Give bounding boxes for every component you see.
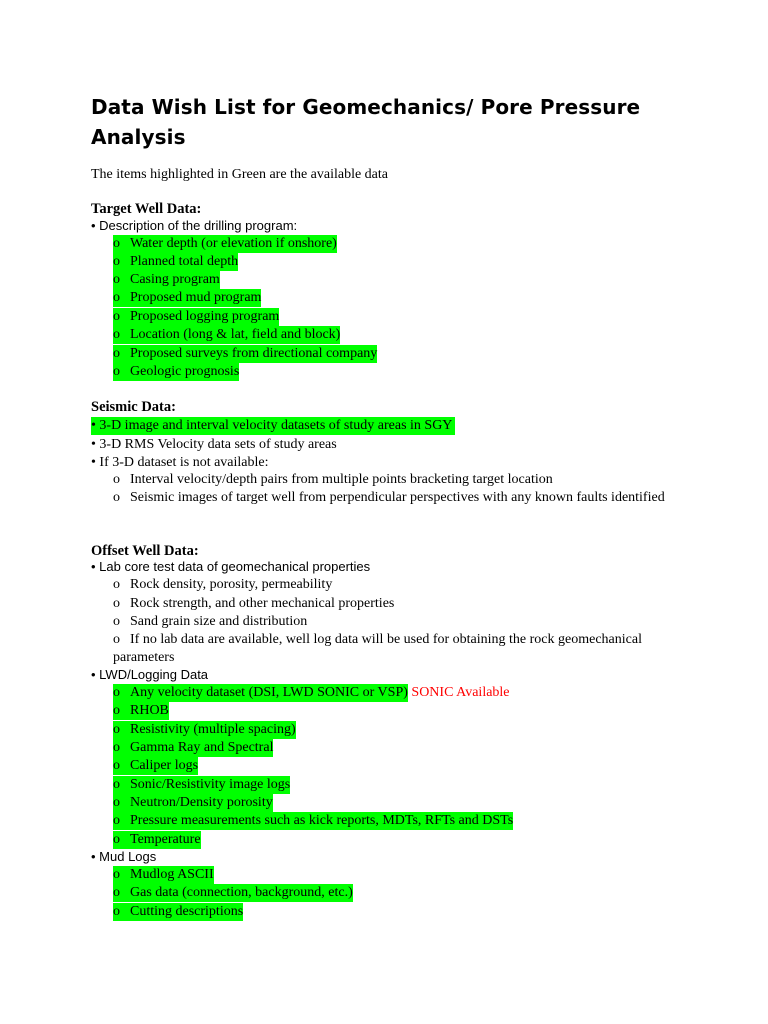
- list-marker: o: [113, 904, 120, 919]
- list-item: [113, 866, 214, 884]
- list-item: [113, 576, 332, 594]
- target-heading: Target Well Data:: [91, 201, 202, 217]
- list-item-text: Resistivity (multiple spacing): [130, 722, 296, 737]
- list-item: [113, 271, 220, 289]
- list-item: [113, 776, 290, 794]
- list-marker: o: [113, 758, 120, 773]
- list-marker: o: [113, 346, 120, 361]
- document-title: Data Wish List for Geomechanics/ Pore Pressure Analysis: [91, 95, 641, 149]
- list-item-text: Gas data (connection, background, etc.): [130, 885, 353, 900]
- list-item: [113, 831, 201, 849]
- list-marker: o: [113, 867, 120, 882]
- list-item-text: Water depth (or elevation if onshore): [130, 236, 337, 251]
- list-marker: o: [113, 309, 120, 324]
- list-item: [113, 812, 513, 830]
- list-item: [113, 289, 261, 307]
- list-marker: o: [113, 632, 120, 647]
- list-item-text: Interval velocity/depth pairs from multiple points bracketing target location: [130, 472, 553, 487]
- list-item-text: RHOB: [130, 703, 169, 718]
- list-item-text: Proposed mud program: [130, 290, 262, 305]
- seismic-bullet-sgy: • 3-D image and interval velocity datasets of study areas in SGY: [91, 417, 455, 435]
- list-item-text: Any velocity dataset (DSI, LWD SONIC or VSP): [130, 685, 408, 700]
- list-marker: o: [113, 490, 120, 505]
- list-item: [113, 363, 239, 381]
- list-item-text: If no lab data are available, well log data will be used for obtaining the rock geomechanical parameters: [113, 632, 642, 665]
- list-marker: o: [113, 614, 120, 629]
- list-marker: o: [113, 722, 120, 737]
- list-marker: o: [113, 885, 120, 900]
- list-marker: o: [113, 795, 120, 810]
- list-item: [113, 721, 296, 739]
- list-item: [113, 345, 377, 363]
- list-item: [113, 757, 198, 775]
- list-item-text: Casing program: [130, 272, 220, 287]
- seismic-bullet-rms: • 3-D RMS Velocity data sets of study areas: [91, 437, 337, 452]
- list-marker: o: [113, 703, 120, 718]
- list-item: [113, 884, 353, 902]
- list-marker: o: [113, 472, 120, 487]
- list-item: [113, 326, 340, 344]
- list-item: [113, 702, 169, 720]
- list-marker: o: [113, 596, 120, 611]
- list-item-text: Geologic prognosis: [130, 364, 240, 379]
- intro-text: The items highlighted in Green are the available data: [91, 167, 388, 182]
- list-item-text: Rock strength, and other mechanical properties: [130, 596, 395, 611]
- target-bullet: • Description of the drilling program:: [91, 218, 298, 233]
- list-item-text: Mudlog ASCII: [130, 867, 214, 882]
- offset-bullet-lab: • Lab core test data of geomechanical properties: [91, 559, 371, 574]
- list-item-text: Proposed surveys from directional company: [130, 346, 378, 361]
- list-marker: o: [113, 236, 120, 251]
- sonic-available-note: SONIC Available: [407, 685, 510, 700]
- list-item-text: Temperature: [130, 832, 201, 847]
- list-item-text: Neutron/Density porosity: [130, 795, 273, 810]
- list-marker: o: [113, 327, 120, 342]
- list-item: [113, 903, 243, 921]
- list-marker: o: [113, 685, 120, 700]
- list-marker: o: [113, 740, 120, 755]
- list-item-text: Seismic images of target well from perpendicular perspectives with any known faults identified: [130, 490, 665, 505]
- list-item-text: Planned total depth: [130, 254, 239, 269]
- list-item-text: Caliper logs: [130, 758, 199, 773]
- offset-bullet-mud: • Mud Logs: [91, 849, 157, 864]
- list-item-text: Gamma Ray and Spectral: [130, 740, 274, 755]
- list-item: [113, 631, 673, 667]
- offset-bullet-lwd: • LWD/Logging Data: [91, 667, 209, 682]
- list-item: [113, 489, 673, 507]
- list-item-text: Sand grain size and distribution: [130, 614, 308, 629]
- seismic-heading: Seismic Data:: [91, 399, 176, 415]
- list-item: [113, 684, 510, 702]
- list-item: [113, 613, 307, 631]
- list-marker: o: [113, 577, 120, 592]
- list-item-text: Sonic/Resistivity image logs: [130, 777, 291, 792]
- list-item-text: Location (long & lat, field and block): [130, 327, 341, 342]
- list-marker: o: [113, 364, 120, 379]
- list-item: [113, 253, 238, 271]
- list-item: [113, 794, 273, 812]
- list-item: [113, 595, 394, 613]
- list-item: [113, 308, 279, 326]
- list-item: [113, 235, 337, 253]
- list-marker: o: [113, 272, 120, 287]
- list-marker: o: [113, 254, 120, 269]
- seismic-bullet-if: • If 3-D dataset is not available:: [91, 455, 269, 470]
- list-item-text: Proposed logging program: [130, 309, 280, 324]
- offset-heading: Offset Well Data:: [91, 543, 199, 559]
- list-item-highlight: [113, 684, 408, 702]
- list-marker: o: [113, 777, 120, 792]
- list-item-text: Cutting descriptions: [130, 904, 244, 919]
- list-item-text: Rock density, porosity, permeability: [130, 577, 333, 592]
- list-marker: o: [113, 832, 120, 847]
- list-marker: o: [113, 290, 120, 305]
- list-marker: o: [113, 813, 120, 828]
- list-item-text: Pressure measurements such as kick reports, MDTs, RFTs and DSTs: [130, 813, 514, 828]
- list-item: [113, 471, 553, 489]
- list-item: [113, 739, 273, 757]
